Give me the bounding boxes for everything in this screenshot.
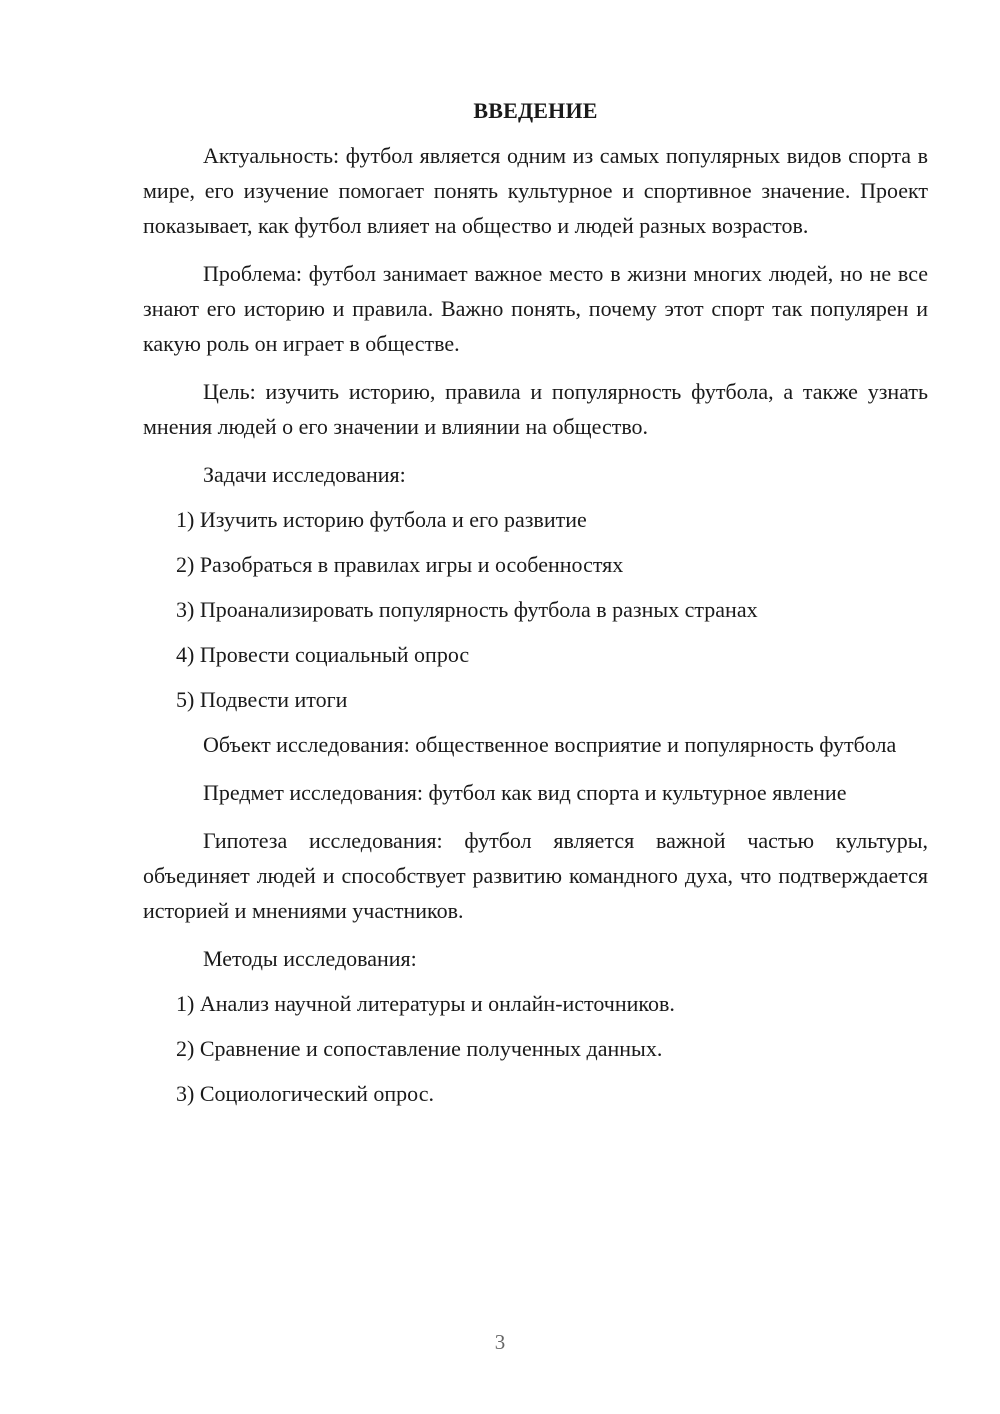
paragraph-methods-intro: Методы исследования: (203, 946, 417, 971)
list-item: 4) Провести социальный опрос (176, 642, 470, 667)
list-item: 5) Подвести итоги (176, 687, 348, 712)
paragraph-relevance: Актуальность: футбол является одним из самых популярных видов спорта в мире, его изучение помогает понять культурное и спортивное значение. Проект показывает, как футбол влияет на общество и людей разных возрастов. (143, 143, 928, 238)
paragraph-subject: Предмет исследования: футбол как вид спорта и культурное явление (203, 780, 847, 805)
tasks-list (143, 502, 928, 717)
list-item: 1) Анализ научной литературы и онлайн-источников. (176, 991, 675, 1016)
section-heading: ВВЕДЕНИЕ (473, 98, 598, 123)
paragraph-goal: Цель: изучить историю, правила и популярность футбола, а также узнать мнения людей о его значении и влиянии на общество. (143, 379, 928, 439)
paragraph-hypothesis: Гипотеза исследования: футбол является важной частью культуры, объединяет людей и способствует развитию командного духа, что подтверждается историей и мнениями участников. (143, 828, 928, 923)
list-item: 3) Социологический опрос. (176, 1081, 434, 1106)
paragraph-tasks-intro: Задачи исследования: (203, 462, 406, 487)
list-item: 2) Разобраться в правилах игры и особенностях (176, 552, 624, 577)
page-number: 3 (494, 1330, 506, 1354)
list-item: 1) Изучить историю футбола и его развитие (176, 507, 587, 532)
page-content (143, 93, 928, 1111)
methods-list (143, 986, 928, 1111)
paragraph-problem: Проблема: футбол занимает важное место в жизни многих людей, но не все знают его историю и правила. Важно понять, почему этот спорт так популярен и какую роль он играет в обществе. (143, 261, 928, 356)
list-item: 3) Проанализировать популярность футбола в разных странах (176, 597, 758, 622)
list-item: 2) Сравнение и сопоставление полученных данных. (176, 1036, 663, 1061)
paragraph-object: Объект исследования: общественное восприятие и популярность футбола (203, 732, 897, 757)
